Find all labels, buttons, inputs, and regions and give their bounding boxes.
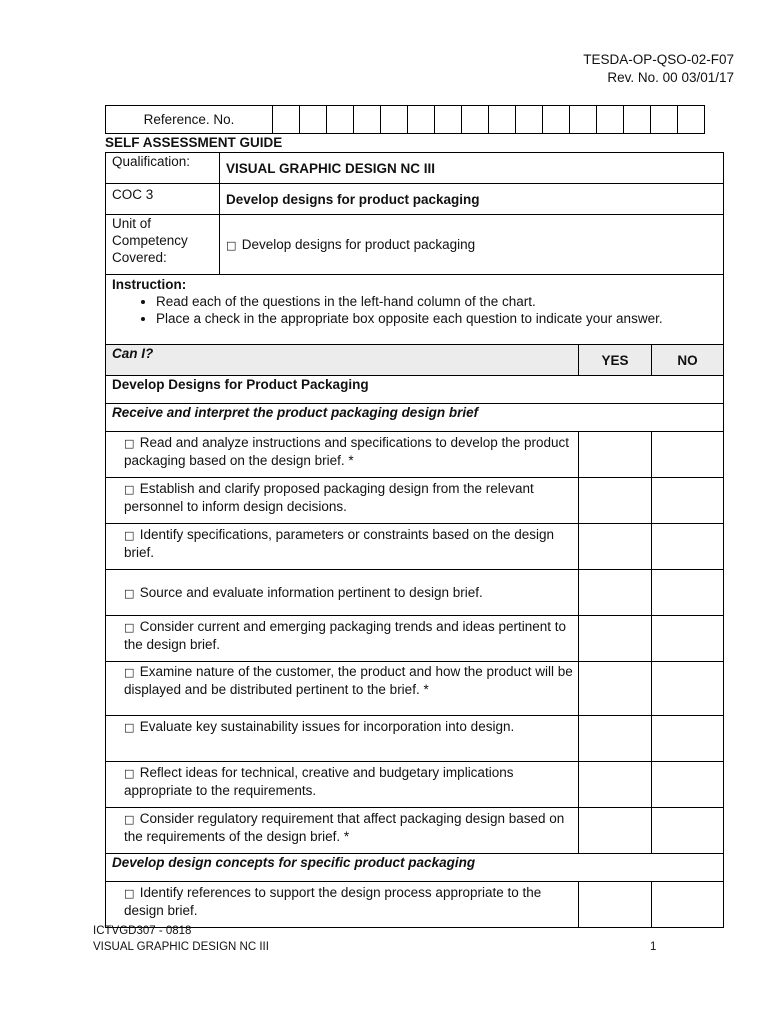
reference-box[interactable] — [354, 106, 381, 134]
no-checkbox[interactable] — [652, 882, 724, 928]
yes-checkbox[interactable] — [579, 432, 652, 478]
question-text: Identify references to support the design process appropriate to the design brief. — [124, 885, 542, 918]
question-text: Consider current and emerging packaging trends and ideas pertinent to the design brief. — [124, 619, 567, 652]
yes-checkbox[interactable] — [579, 616, 652, 662]
question-item — [106, 570, 579, 616]
question-item — [106, 716, 579, 762]
checkbox-icon: □ — [124, 666, 135, 679]
qualification-value: VISUAL GRAPHIC DESIGN NC III — [220, 153, 724, 184]
question-item — [106, 808, 579, 854]
unit-value — [220, 215, 724, 275]
unit-label: Unit of Competency Covered: — [106, 215, 220, 275]
question-text: Read and analyze instructions and specifications to develop the product packaging based on the design brief. * — [124, 435, 570, 468]
coc-label: COC 3 — [106, 184, 220, 215]
reference-box[interactable] — [597, 106, 624, 134]
reference-box[interactable] — [570, 106, 597, 134]
reference-box[interactable] — [273, 106, 300, 134]
no-checkbox[interactable] — [652, 716, 724, 762]
subsection-title: Receive and interpret the product packaging design brief — [106, 404, 724, 432]
question-item — [106, 762, 579, 808]
reference-number-table — [105, 105, 705, 134]
question-item — [106, 524, 579, 570]
reference-box[interactable] — [651, 106, 678, 134]
no-checkbox[interactable] — [652, 616, 724, 662]
reference-box[interactable] — [300, 106, 327, 134]
yes-checkbox[interactable] — [579, 570, 652, 616]
no-checkbox[interactable] — [652, 808, 724, 854]
question-text: Establish and clarify proposed packaging design from the relevant personnel to inform design decisions. — [124, 481, 534, 514]
checkbox-icon: □ — [124, 767, 135, 780]
no-checkbox[interactable] — [652, 432, 724, 478]
page-number: 1 — [650, 941, 657, 953]
reference-box[interactable] — [462, 106, 489, 134]
reference-box[interactable] — [435, 106, 462, 134]
yes-checkbox[interactable] — [579, 716, 652, 762]
reference-box[interactable] — [678, 106, 705, 134]
revision-number: Rev. No. 00 03/01/17 — [607, 70, 734, 85]
instruction-item: • Read each of the questions in the left-hand column of the chart. — [156, 293, 717, 310]
reference-box[interactable] — [327, 106, 354, 134]
question-item — [106, 478, 579, 524]
question-item — [106, 882, 579, 928]
yes-checkbox[interactable] — [579, 808, 652, 854]
unit-value-text: Develop designs for product packaging — [241, 237, 476, 252]
reference-box[interactable] — [408, 106, 435, 134]
checkbox-icon: □ — [124, 813, 135, 826]
checkbox-icon: □ — [124, 887, 135, 900]
self-assessment-table — [105, 152, 724, 928]
document-title: SELF ASSESSMENT GUIDE — [105, 135, 283, 150]
no-header: NO — [652, 345, 724, 376]
question-item — [106, 616, 579, 662]
yes-checkbox[interactable] — [579, 762, 652, 808]
question-text: Source and evaluate information pertinent to design brief. — [139, 584, 483, 600]
question-text: Examine nature of the customer, the product and how the product will be displayed and be distributed pertinent to the brief. * — [124, 664, 573, 697]
question-item — [106, 432, 579, 478]
reference-box[interactable] — [543, 106, 570, 134]
instruction-item: • Place a check in the appropriate box opposite each question to indicate your answer. — [156, 310, 717, 327]
no-checkbox[interactable] — [652, 524, 724, 570]
question-text: Identify specifications, parameters or constraints based on the design brief. — [124, 527, 554, 560]
reference-box[interactable] — [489, 106, 516, 134]
qualification-label: Qualification: — [106, 153, 220, 184]
checkbox-icon: □ — [226, 239, 237, 252]
reference-box[interactable] — [624, 106, 651, 134]
no-checkbox[interactable] — [652, 662, 724, 716]
checkbox-icon: □ — [124, 586, 135, 600]
question-text: Consider regulatory requirement that affect packaging design based on the requirements of the design brief. * — [124, 811, 565, 844]
checkbox-icon: □ — [124, 721, 135, 734]
yes-header: YES — [579, 345, 652, 376]
question-text: Reflect ideas for technical, creative and budgetary implications appropriate to the requirements. — [124, 765, 514, 798]
footer-qualification: VISUAL GRAPHIC DESIGN NC III — [93, 941, 269, 953]
yes-checkbox[interactable] — [579, 524, 652, 570]
checkbox-icon: □ — [124, 483, 135, 496]
form-code: TESDA-OP-QSO-02-F07 — [583, 52, 734, 67]
yes-checkbox[interactable] — [579, 478, 652, 524]
checkbox-icon: □ — [124, 529, 135, 542]
yes-checkbox[interactable] — [579, 882, 652, 928]
coc-value: Develop designs for product packaging — [220, 184, 724, 215]
question-text: Evaluate key sustainability issues for incorporation into design. — [139, 719, 515, 734]
question-item — [106, 662, 579, 716]
reference-label: Reference. No. — [106, 106, 273, 134]
section-title: Develop Designs for Product Packaging — [106, 376, 724, 404]
no-checkbox[interactable] — [652, 762, 724, 808]
reference-box[interactable] — [381, 106, 408, 134]
reference-box[interactable] — [516, 106, 543, 134]
checkbox-icon: □ — [124, 621, 135, 634]
no-checkbox[interactable] — [652, 570, 724, 616]
checkbox-icon: □ — [124, 437, 135, 450]
yes-checkbox[interactable] — [579, 662, 652, 716]
footer-code: ICTVGD307 - 0818 — [93, 925, 192, 937]
can-i-header: Can I? — [106, 345, 579, 376]
instruction-block — [106, 275, 724, 345]
no-checkbox[interactable] — [652, 478, 724, 524]
instruction-label: Instruction: — [112, 277, 187, 292]
subsection-title: Develop design concepts for specific product packaging — [106, 854, 724, 882]
